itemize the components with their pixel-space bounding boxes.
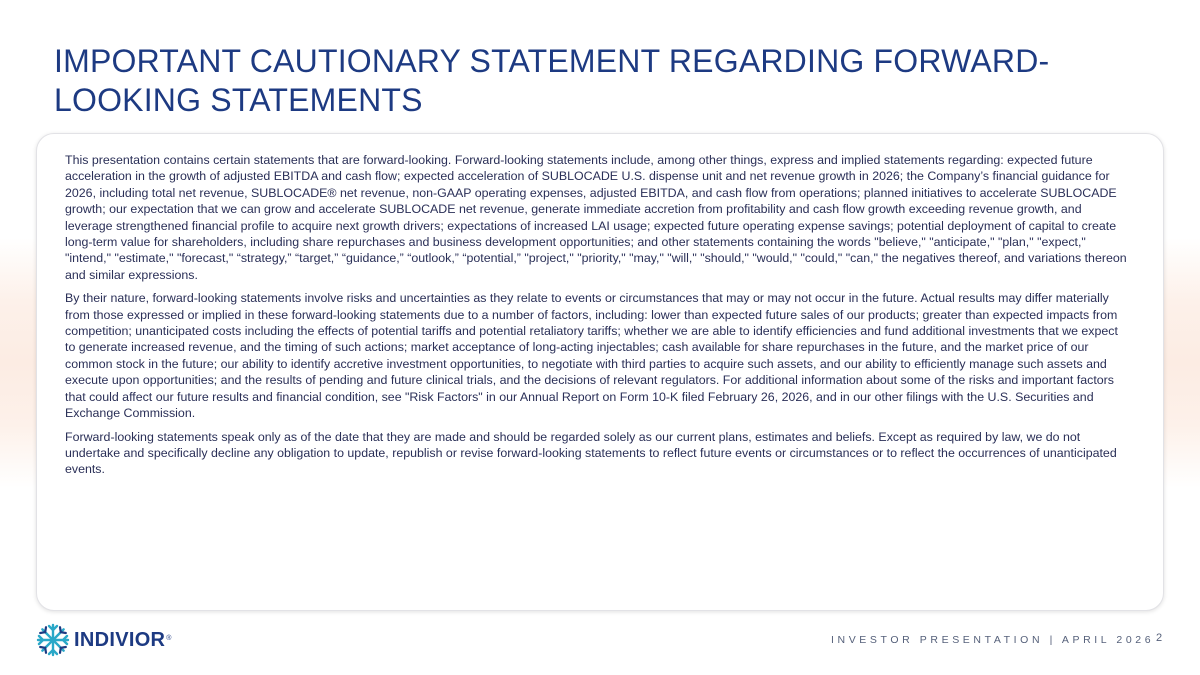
page-title: IMPORTANT CAUTIONARY STATEMENT REGARDING FORWARD-LOOKING STATEMENTS: [54, 43, 1050, 118]
paragraph-risks: By their nature, forward-looking statements involve risks and uncertainties as they relate to events or circumstances that may or may not occur in the future. Actual results may differ materially from those expressed or implied in these forward-looking statements due to a number of factors, including: lower than expected future sales of our products; greater than expected impacts from competition; unanticipated costs including the effects of potential tariffs and potential retaliatory tariffs; whether we are able to identify efficiencies and fund additional investments that we expect to generate increased revenue, and the timing of such actions; market acceptance of long-acting injectables; cash available for share repurchases in the future, and the market price of our common stock in the future; our ability to identify accretive investment opportunities, to negotiate with third parties to acquire such assets, and our ability to efficiently manage such assets and execute upon opportunities; and the results of pending and future clinical trials, and the decisions of relevant regulators. For additional information about some of the risks and important factors that could affect our future results and financial condition, see "Risk Factors" in our Annual Report on Form 10-K filed February 26, 2026, and in our other filings with the U.S. Securities and Exchange Commission.: [65, 291, 1118, 421]
paragraph-forward-looking-intro: This presentation contains certain statements that are forward-looking. Forward-looking statements include, among other things, express and implied statements regarding: expected future acceleration in the growth of adjusted EBITDA and cash flow; expected acceleration of SUBLOCADE U.S. dispense unit and net revenue growth in 2026; the Company’s financial guidance for 2026, including total net revenue, SUBLOCADE® net revenue, non-GAAP operating expenses, adjusted EBITDA, and cash flow from operations; planned initiatives to accelerate SUBLOCADE growth; our expectation that we can grow and accelerate SUBLOCADE net revenue, generate immediate accretion from profitability and cash flow growth exceeding revenue growth, and leverage strengthened financial profile to acquire next growth drivers; expectations of increased LAI usage; expected future operating expense savings; potential deployment of capital to create long-term value for shareholders, including share repurchases and business development opportunities; and other statements containing the words "believe," "anticipate," "plan," "expect," "intend," "estimate," "forecast," “strategy,” “target,” “guidance,” “outlook,” “potential,” "project," "priority," "may," "will," "should," "would," "could," "can," the negatives thereof, and variations thereon and similar expressions.: [65, 153, 1127, 282]
logo-wordmark: INDIVIOR: [74, 628, 166, 651]
statement-card: [36, 133, 1164, 611]
presentation-label: INVESTOR PRESENTATION | APRIL 2026: [831, 634, 1155, 646]
asterisk-snowflake-icon: [36, 623, 70, 657]
paragraph-disclaimer: Forward-looking statements speak only as of the date that they are made and should be regarded solely as our current plans, estimates and beliefs. Except as required by law, we do not undertake and specifically decline any obligation to update, republish or revise forward-looking statements to reflect future events or circumstances or to reflect the occurrences of unanticipated events.: [65, 429, 1117, 477]
registered-mark: ®: [166, 634, 172, 642]
page-number: 2: [1156, 632, 1163, 644]
indivior-logo: [36, 622, 171, 658]
